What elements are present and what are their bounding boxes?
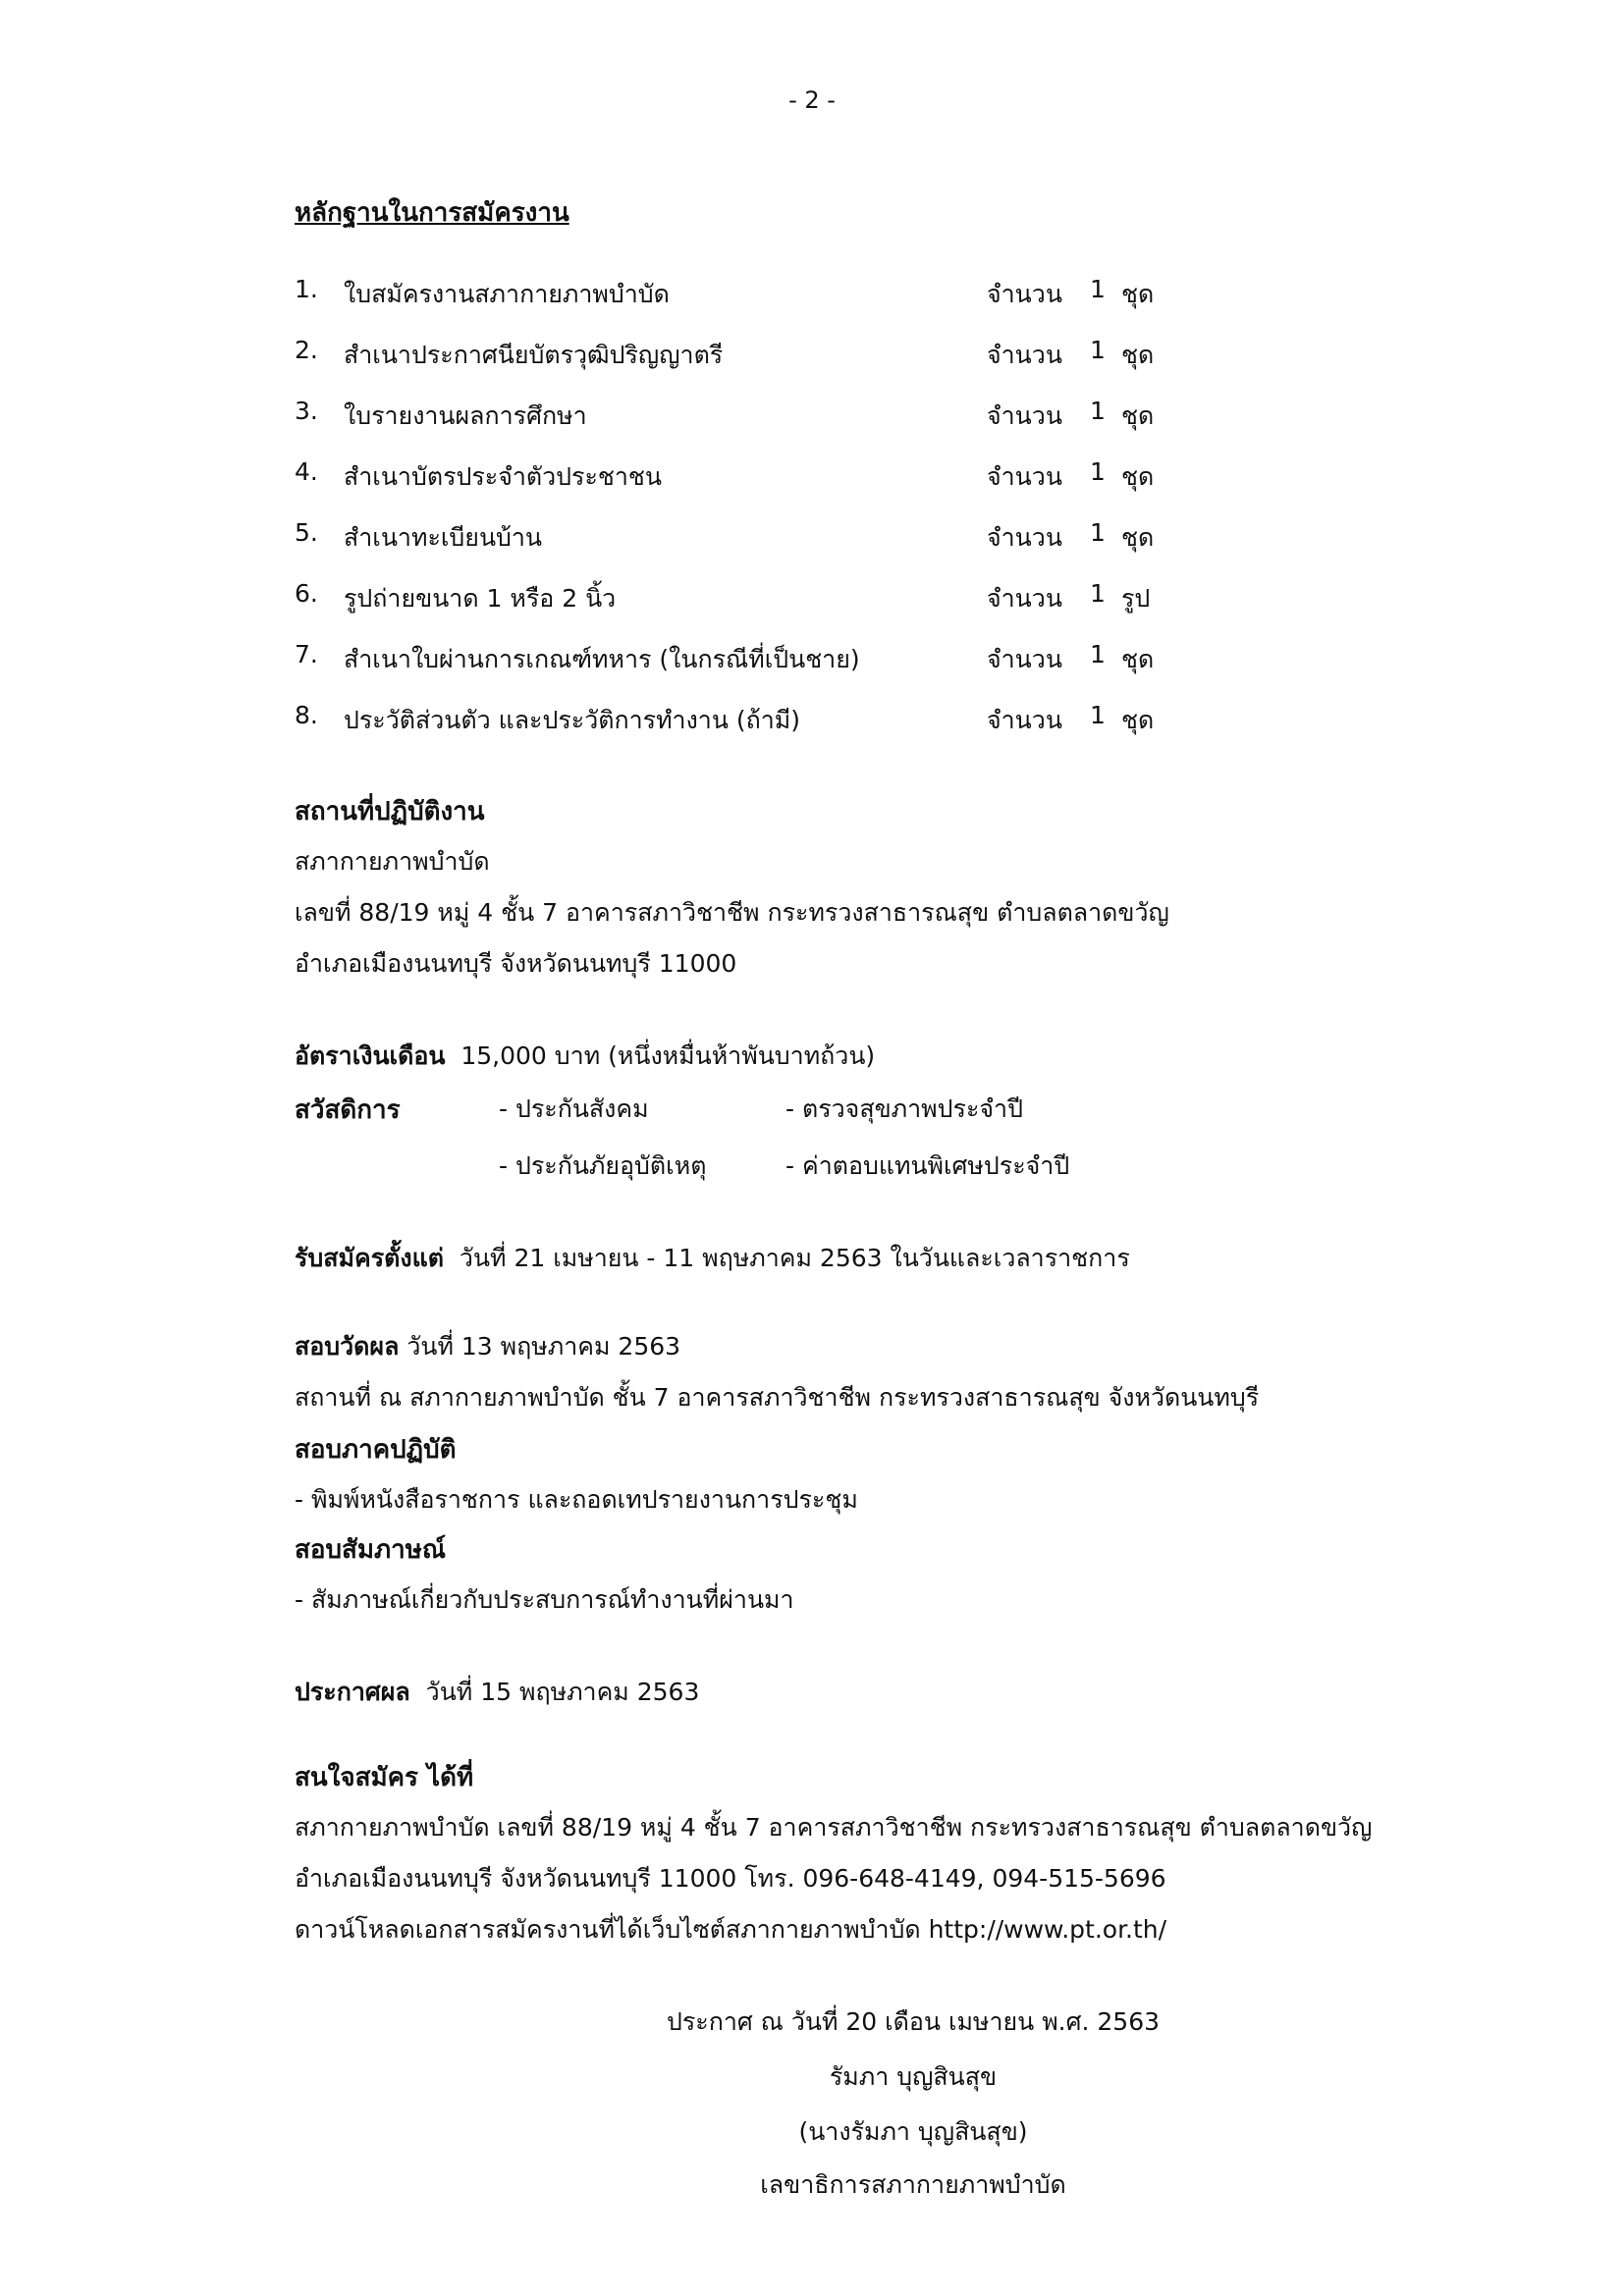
salary-label: อัตราเงินเดือน [295,1041,446,1070]
exam-row [295,1327,680,1366]
quantity-unit: รูป [1121,584,1151,613]
quantity-label: จำนวน [987,341,1062,369]
quantity-label: จำนวน [987,706,1062,734]
signature-text: รัมภา บุญสินสุข [829,2062,998,2091]
welfare-accident-insurance: - ประกันภัยอุบัติเหตุ [499,1151,707,1180]
quantity-unit: ชุด [1121,462,1155,491]
contact-line3: ดาวน์โหลดเอกสารสมัครงานที่ได้เว็บไซต์สภากายภาพบำบัด http://www.pt.or.th/ [295,1915,1167,1944]
interview-title: สอบสัมภาษณ์ [295,1535,446,1565]
quantity-label: จำนวน [987,584,1062,613]
practical-exam-item: - พิมพ์หนังสือราชการ และถอดเทปรายงานการประชุม [295,1485,858,1514]
announcement-label: ประกาศผล [295,1678,410,1706]
document-item [295,579,1178,618]
quantity-value: 1 [1090,579,1106,608]
application-period-row [295,1239,1130,1278]
application-period-label: รับสมัครตั้งแต่ [295,1244,444,1272]
page-number: - 2 - [788,86,836,114]
signatory-name: (นางรัมภา บุญสินสุข) [798,2117,1028,2146]
practical-exam-title: สอบภาคปฏิบัติ [295,1435,457,1465]
document-item [295,275,1178,314]
quantity-label: จำนวน [987,462,1062,491]
salary-row [295,1037,875,1076]
quantity-unit: ชุด [1121,706,1155,734]
document-name: สำเนาบัตรประจำตัวประชาชน [344,462,662,491]
document-number: 5. [295,518,318,547]
document-item [295,518,1178,558]
document-number: 3. [295,397,318,425]
quantity-value: 1 [1090,518,1106,547]
document-name: รูปถ่ายขนาด 1 หรือ 2 นิ้ว [344,584,617,613]
document-name: ใบสมัครงานสภากายภาพบำบัด [344,280,670,308]
application-period-value: วันที่ 21 เมษายน - 11 พฤษภาคม 2563 ในวันและเวลาราชการ [459,1244,1130,1272]
quantity-unit: ชุด [1121,401,1155,430]
welfare-health-checkup: - ตรวจสุขภาพประจำปี [785,1095,1023,1123]
document-number: 6. [295,579,318,608]
document-name: สำเนาทะเบียนบ้าน [344,523,543,552]
workplace-address-line1: เลขที่ 88/19 หมู่ 4 ชั้น 7 อาคารสภาวิชาชีพ กระทรวงสาธารณสุข ตำบลตลาดขวัญ [295,898,1169,927]
contact-line2: อำเภอเมืองนนทบุรี จังหวัดนนทบุรี 11000 โทร. 096-648-4149, 094-515-5696 [295,1864,1166,1893]
quantity-unit: ชุด [1121,645,1155,673]
document-name: ใบรายงานผลการศึกษา [344,401,587,430]
document-item [295,457,1178,497]
document-number: 7. [295,640,318,668]
document-item [295,640,1178,679]
quantity-value: 1 [1090,457,1106,486]
quantity-unit: ชุด [1121,341,1155,369]
quantity-unit: ชุด [1121,523,1155,552]
announcement-row [295,1673,699,1712]
announcement-value: วันที่ 15 พฤษภาคม 2563 [425,1678,700,1706]
document-number: 4. [295,457,318,486]
documents-title: หลักฐานในการสมัครงาน [295,198,569,228]
document-name: สำเนาประกาศนียบัตรวุฒิปริญญาตรี [344,341,724,369]
quantity-value: 1 [1090,275,1106,303]
announcement-date-line: ประกาศ ณ วันที่ 20 เดือน เมษายน พ.ศ. 2563 [666,2007,1161,2036]
quantity-value: 1 [1090,397,1106,425]
quantity-label: จำนวน [987,280,1062,308]
document-number: 2. [295,336,318,364]
document-name: ประวัติส่วนตัว และประวัติการทำงาน (ถ้ามี) [344,706,801,734]
quantity-value: 1 [1090,701,1106,729]
quantity-unit: ชุด [1121,280,1155,308]
welfare-label: สวัสดิการ [295,1095,401,1125]
workplace-address-line2: อำเภอเมืองนนทบุรี จังหวัดนนทบุรี 11000 [295,949,737,978]
quantity-value: 1 [1090,640,1106,668]
contact-line1: สภากายภาพบำบัด เลขที่ 88/19 หมู่ 4 ชั้น 7 อาคารสภาวิชาชีพ กระทรวงสาธารณสุข ตำบลตลาดขวัญ [295,1813,1373,1842]
quantity-label: จำนวน [987,645,1062,673]
workplace-title: สถานที่ปฏิบัติงาน [295,797,485,827]
quantity-value: 1 [1090,336,1106,364]
welfare-annual-bonus: - ค่าตอบแทนพิเศษประจำปี [785,1151,1070,1180]
exam-label: สอบวัดผล [295,1332,400,1361]
exam-location: สถานที่ ณ สภากายภาพบำบัด ชั้น 7 อาคารสภาวิชาชีพ กระทรวงสาธารณสุข จังหวัดนนทบุรี [295,1383,1260,1412]
document-number: 1. [295,275,318,303]
document-number: 8. [295,701,318,729]
contact-title: สนใจสมัคร ได้ที่ [295,1763,474,1792]
quantity-label: จำนวน [987,401,1062,430]
welfare-social-security: - ประกันสังคม [499,1095,649,1123]
salary-value: 15,000 บาท (หนึ่งหมื่นห้าพันบาทถ้วน) [460,1041,876,1070]
interview-item: - สัมภาษณ์เกี่ยวกับประสบการณ์ทำงานที่ผ่านมา [295,1585,794,1614]
quantity-label: จำนวน [987,523,1062,552]
exam-date: วันที่ 13 พฤษภาคม 2563 [406,1332,681,1361]
document-item [295,336,1178,375]
signatory-position: เลขาธิการสภากายภาพบำบัด [760,2170,1066,2199]
document-item [295,701,1178,740]
document-item [295,397,1178,436]
workplace-name: สภากายภาพบำบัด [295,847,490,876]
document-name: สำเนาใบผ่านการเกณฑ์ทหาร (ในกรณีที่เป็นชาย) [344,645,860,673]
